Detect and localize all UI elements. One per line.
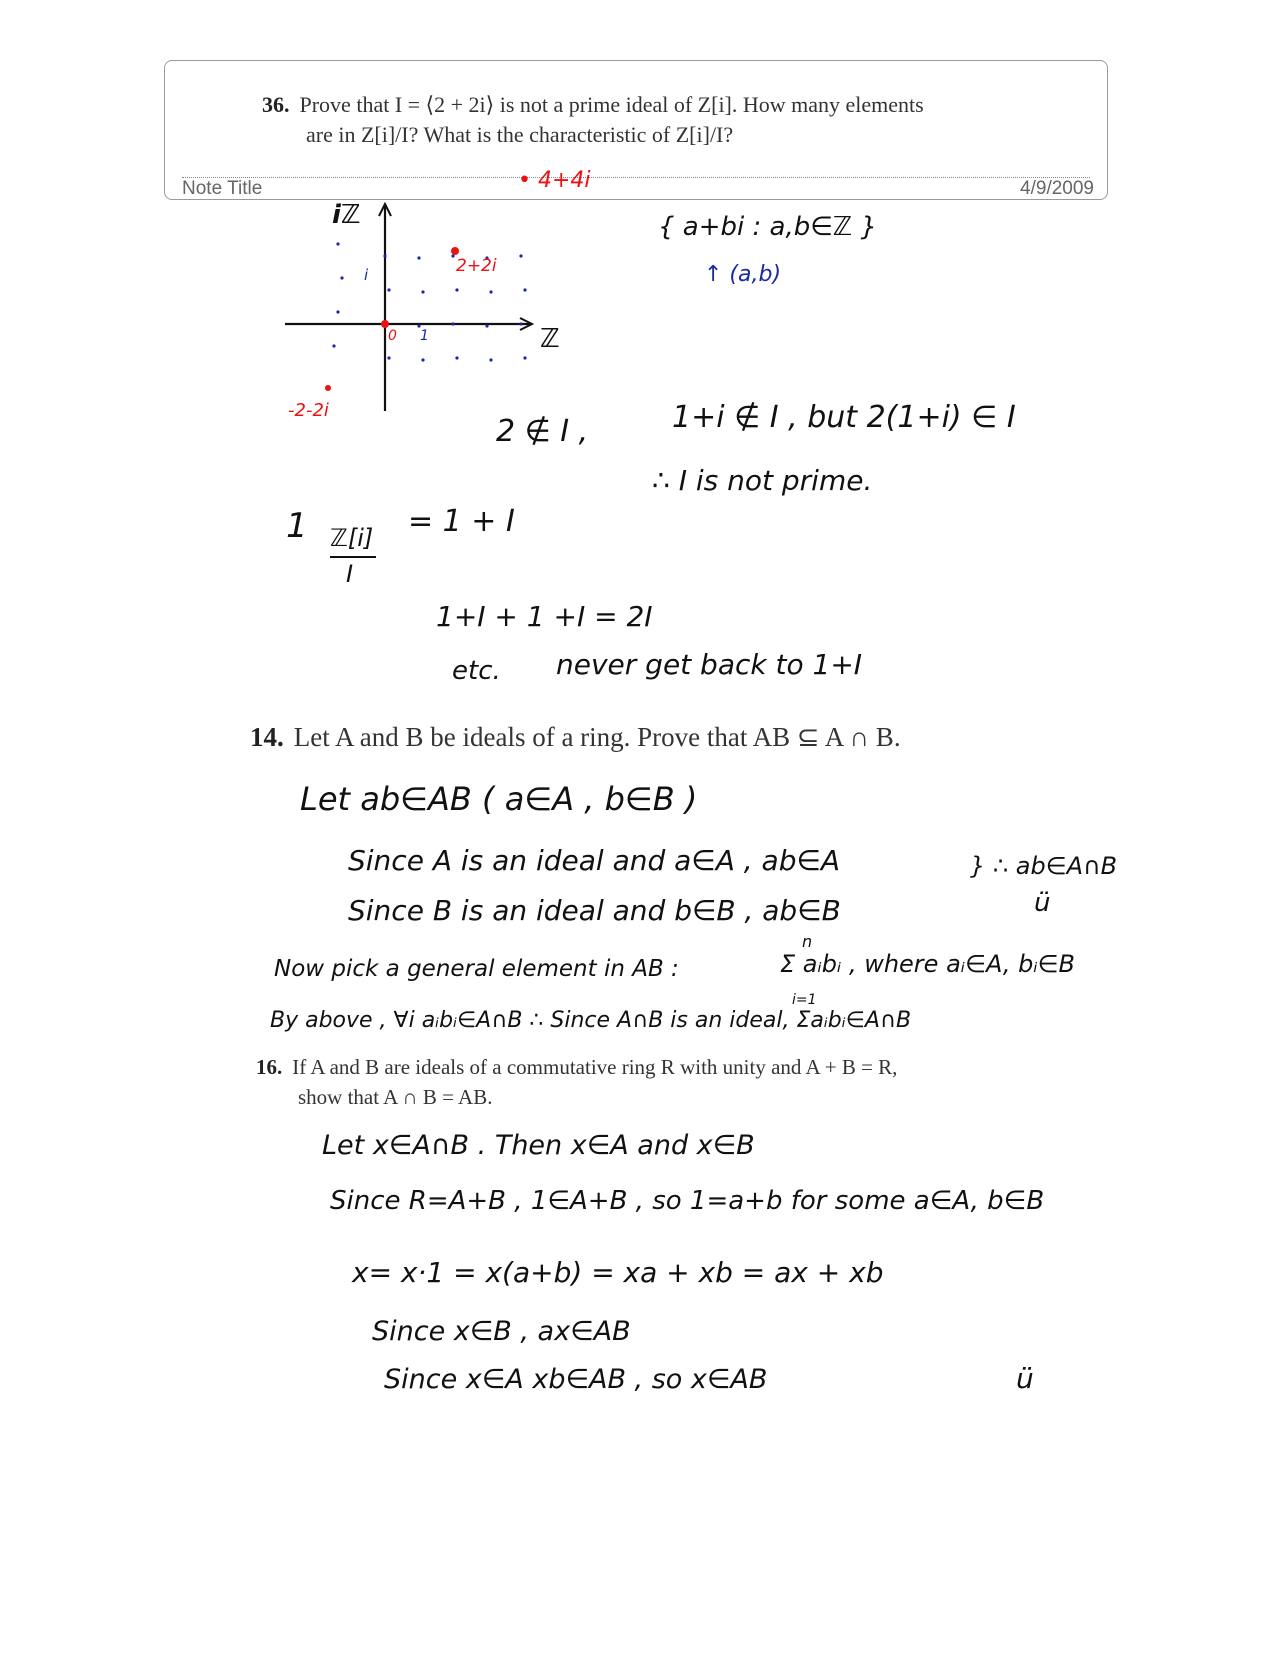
- p16-since-x-b: Since x∈B , ax∈AB: [372, 1316, 631, 1347]
- lattice-dot: [519, 322, 522, 325]
- p16-smile: ü: [1016, 1362, 1034, 1395]
- lattice-dot: [417, 256, 420, 259]
- one-plus-i-line: 1+i ∉ I , but 2(1+i) ∈ I: [672, 400, 1016, 435]
- lattice-dot: [332, 344, 335, 347]
- note-date: 4/9/2009: [1020, 178, 1094, 199]
- quotient-denominator: I: [346, 560, 354, 588]
- gaussian-lattice-sketch: [280, 196, 580, 426]
- p16-since-x-a: Since x∈A xb∈AB , so x∈AB: [384, 1364, 768, 1395]
- lattice-dot: [387, 356, 390, 359]
- p14-smile: ü: [1034, 888, 1051, 918]
- p14-let: Let ab∈AB ( a∈A , b∈B ): [300, 780, 698, 818]
- lattice-dot: [451, 322, 454, 325]
- quotient-bar: [330, 556, 376, 558]
- problem-16-line2: show that A ∩ B = AB.: [298, 1085, 493, 1109]
- lattice-dot: [387, 288, 390, 291]
- p14-since-b: Since B is an ideal and b∈B , ab∈B: [348, 894, 841, 927]
- pair-annotation: ↑ (a,b): [704, 262, 782, 287]
- quotient-one: 1: [286, 506, 308, 546]
- origin-dot: [381, 320, 389, 328]
- problem-16-number: 16.: [256, 1055, 283, 1079]
- lattice-dot: [523, 288, 526, 291]
- lattice-dot: [489, 358, 492, 361]
- problem-36-line2: are in Z[i]/I? What is the characteristic of Z[i]/I?: [306, 122, 734, 147]
- lattice-dot: [489, 290, 492, 293]
- p14-sum-lower: i=1: [792, 992, 817, 1008]
- note-title: Note Title: [182, 178, 263, 199]
- p16-x-eq: x= x·1 = x(a+b) = xa + xb = ax + xb: [352, 1256, 884, 1289]
- p16-since-r: Since R=A+B , 1∈A+B , so 1=a+b for some a∈A, b∈B: [330, 1186, 1045, 1216]
- problem-16-text: If A and B are ideals of a commutative ring R with unity and A + B = R,: [292, 1055, 898, 1079]
- quotient-equals: = 1 + I: [408, 504, 515, 539]
- point-neg-label: -2-2i: [288, 400, 329, 421]
- two-not-in-i: 2 ∉ I ,: [496, 414, 589, 449]
- lattice-dots: [332, 242, 526, 361]
- one-label: 1: [420, 328, 429, 344]
- lattice-dot: [455, 288, 458, 291]
- lattice-dot: [340, 276, 343, 279]
- problem-14-text: Let A and B be ideals of a ring. Prove that AB ⊆ A ∩ B.: [293, 722, 901, 752]
- header-divider: [182, 177, 1090, 178]
- sum-line: 1+I + 1 +I = 2I: [436, 600, 653, 633]
- i-label: i: [364, 266, 369, 284]
- lattice-dot: [421, 290, 424, 293]
- point-neg-dot: [325, 385, 331, 391]
- lattice-dot: [455, 356, 458, 359]
- problem-16-line1: [256, 1052, 897, 1082]
- never-get-back: never get back to 1+I: [556, 648, 863, 681]
- lattice-dot: [336, 242, 339, 245]
- problem-14: [250, 720, 901, 754]
- p14-general: Now pick a general element in AB :: [274, 956, 679, 982]
- not-prime-conclusion: ∴ I is not prime.: [652, 464, 873, 497]
- lattice-dot: [519, 254, 522, 257]
- p14-brace-result: } ∴ ab∈A∩B: [970, 852, 1118, 880]
- lattice-dot: [383, 254, 386, 257]
- set-definition: { a+bi : a,b∈ℤ }: [658, 212, 878, 242]
- problem-36-text: Prove that I = ⟨2 + 2i⟩ is not a prime ideal of Z[i]. How many elements: [299, 92, 924, 117]
- point-2-2i-dot: [451, 247, 459, 255]
- p14-sum-upper: n: [802, 932, 813, 951]
- lattice-dot: [485, 324, 488, 327]
- red-point-4-4i: • 4+4i: [518, 168, 591, 193]
- problem-36-line1: [262, 90, 924, 120]
- p14-by-above: By above , ∀i aᵢbᵢ∈A∩B ∴ Since A∩B is an ideal, Σaᵢbᵢ∈A∩B: [270, 1008, 912, 1033]
- imag-axis-label: iℤ: [332, 200, 361, 230]
- p16-let: Let x∈A∩B . Then x∈A and x∈B: [322, 1130, 755, 1161]
- p14-since-a: Since A is an ideal and a∈A , ab∈A: [348, 844, 841, 877]
- problem-36-number: 36.: [262, 92, 290, 117]
- lattice-dot: [523, 356, 526, 359]
- lattice-dot: [336, 310, 339, 313]
- etc-label: etc.: [452, 656, 501, 686]
- p14-sum-expr: Σ aᵢbᵢ , where aᵢ∈A, bᵢ∈B: [780, 950, 1075, 978]
- quotient-numerator: ℤ[i]: [330, 524, 374, 552]
- lattice-dot: [421, 358, 424, 361]
- real-axis-label: ℤ: [540, 324, 560, 354]
- origin-label: 0: [388, 328, 397, 344]
- problem-14-number: 14.: [250, 722, 284, 752]
- point-2-2i-label: 2+2i: [456, 256, 497, 276]
